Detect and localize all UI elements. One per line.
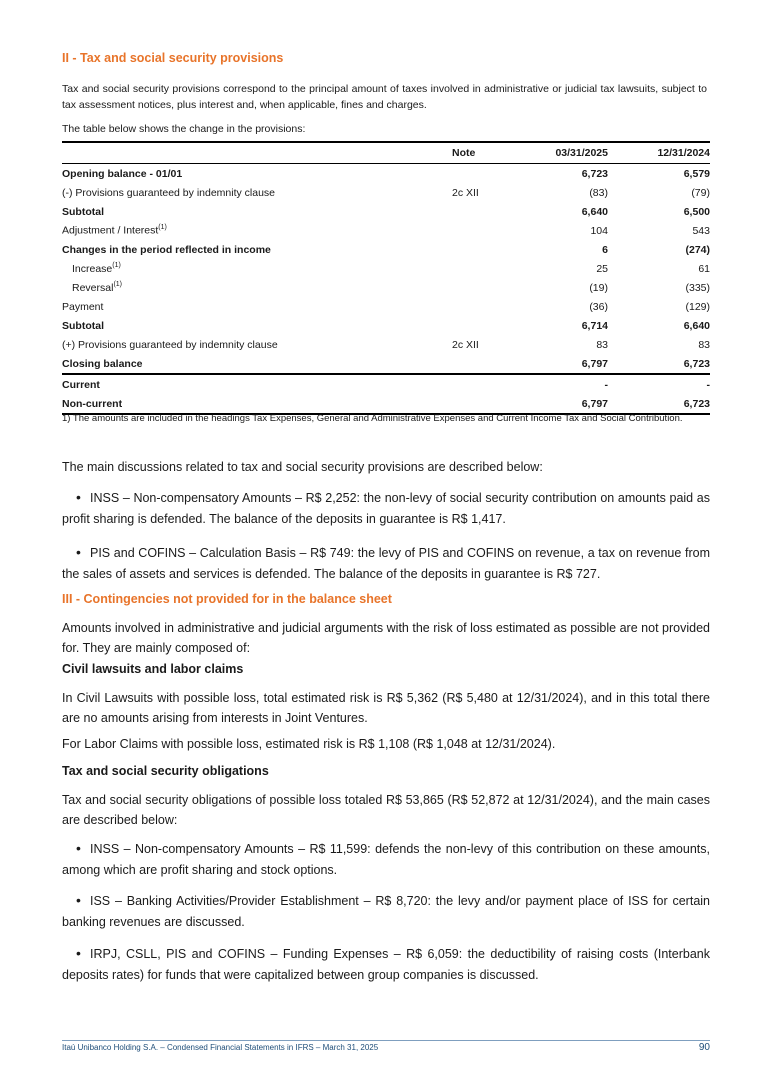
- footer-divider: [62, 1040, 710, 1041]
- row-label: Reversal: [72, 281, 114, 294]
- bullet-icon: •: [76, 544, 81, 560]
- row-label: Adjustment / Interest: [62, 224, 159, 237]
- bullet-icon: •: [76, 840, 81, 856]
- row-label: Changes in the period reflected in income: [62, 243, 271, 256]
- row-label: Non-current: [62, 397, 123, 410]
- row-value-2025: (83): [589, 186, 608, 199]
- row-value-2024: (274): [685, 243, 710, 256]
- bullet-icon: •: [76, 892, 81, 908]
- row-value-2024: 6,723: [622, 394, 710, 414]
- bullet-text: INSS – Non-compensatory Amounts – R$ 2,252: the non-levy of social security contribution on amounts paid as profit sharing is defended. The balance of the deposits in guarantee is R$ 1,417.: [62, 491, 710, 526]
- discussions-intro: The main discussions related to tax and social security provisions are described below:: [62, 460, 543, 474]
- row-label: Current: [62, 378, 100, 391]
- table-row: [62, 259, 710, 278]
- provisions-table: [62, 141, 710, 415]
- row-label: Payment: [62, 300, 104, 313]
- row-value-2024: (79): [691, 186, 710, 199]
- row-value-2025: 6,723: [581, 167, 608, 180]
- table-row: [62, 335, 710, 354]
- table-footnote: 1) The amounts are included in the headings Tax Expenses, General and Administrative Expenses and Current Income Tax and Social Contribution.: [62, 413, 683, 424]
- table-row: [62, 240, 710, 259]
- row-value-2025: (19): [589, 281, 608, 294]
- footer-document-title: Itaú Unibanco Holding S.A. – Condensed Financial Statements in IFRS – March 31, 2025: [62, 1043, 379, 1052]
- bullet-item: [62, 838, 710, 881]
- bullet-item: [62, 943, 710, 986]
- row-value-2025: 6,640: [581, 205, 608, 218]
- row-note: [452, 354, 504, 374]
- table-row: [62, 278, 710, 297]
- table-row: [62, 183, 710, 202]
- footnote-marker: (1): [113, 281, 122, 289]
- row-value-2025: 104: [590, 224, 608, 237]
- row-note: [452, 297, 504, 316]
- table-row: [62, 374, 710, 394]
- row-note: 2c XII: [452, 186, 479, 199]
- footnote-marker: (1): [112, 262, 121, 270]
- row-note: [452, 278, 504, 297]
- section-title-contingencies: III - Contingencies not provided for in the balance sheet: [62, 592, 392, 606]
- row-label: (-) Provisions guaranteed by indemnity clause: [62, 186, 276, 199]
- bullet-item: [62, 890, 710, 933]
- tax-obligations-title: Tax and social security obligations: [62, 764, 269, 778]
- bullet-text: IRPJ, CSLL, PIS and COFINS – Funding Expenses – R$ 6,059: the deductibility of raising costs (Interbank deposits rates) for funds that were capitalized between group companies is discussed.: [62, 947, 710, 982]
- row-value-2024: -: [706, 378, 710, 391]
- row-value-2025: 83: [596, 338, 608, 351]
- page-number: 90: [698, 1042, 710, 1053]
- bullet-icon: •: [76, 489, 81, 505]
- table-row: [62, 297, 710, 316]
- row-value-2025: 6: [602, 243, 608, 256]
- labor-claims-paragraph: For Labor Claims with possible loss, estimated risk is R$ 1,108 (R$ 1,048 at 12/31/2024).: [62, 737, 556, 751]
- header-note: Note: [452, 142, 504, 164]
- row-label: Subtotal: [62, 205, 104, 218]
- tax-provisions-intro: Tax and social security provisions correspond to the principal amount of taxes involved in administrative or judicial tax lawsuits, subject to tax assessment notices, plus interest and, when applicable, fines and charges.: [62, 83, 707, 111]
- header-col-2024: 12/31/2024: [622, 142, 710, 164]
- row-value-2025: 25: [596, 262, 608, 275]
- table-caption: The table below shows the change in the provisions:: [62, 123, 306, 135]
- header-col-2025: 03/31/2025: [504, 142, 622, 164]
- row-note: [452, 221, 504, 240]
- row-label: Increase: [72, 262, 113, 275]
- row-value-2025: (36): [589, 300, 608, 313]
- row-note: [452, 164, 504, 184]
- header-label: [62, 142, 452, 164]
- bullet-text: ISS – Banking Activities/Provider Establishment – R$ 8,720: the levy and/or payment place of ISS for certain banking revenues are discussed.: [62, 894, 710, 929]
- row-value-2025: 6,797: [504, 354, 622, 374]
- row-note: [452, 394, 504, 414]
- section-title-tax-provisions: II - Tax and social security provisions: [62, 51, 284, 65]
- row-label: Closing balance: [62, 357, 143, 370]
- bullet-item: [62, 542, 710, 585]
- row-value-2024: 6,640: [683, 319, 710, 332]
- row-value-2024: 6,579: [683, 167, 710, 180]
- row-value-2024: 6,723: [622, 354, 710, 374]
- row-note: 2c XII: [452, 338, 479, 351]
- row-label: (+) Provisions guaranteed by indemnity clause: [62, 338, 278, 351]
- tax-obligations-intro: Tax and social security obligations of possible loss totaled R$ 53,865 (R$ 52,872 at 12/31/2024), and the main cases are described below:: [62, 793, 710, 827]
- row-note: [452, 374, 504, 394]
- civil-lawsuits-title: Civil lawsuits and labor claims: [62, 662, 244, 676]
- row-note: [452, 202, 504, 221]
- table-header-row: [62, 142, 710, 164]
- table-row: [62, 202, 710, 221]
- bullet-item: [62, 487, 710, 530]
- row-value-2024: 6,500: [683, 205, 710, 218]
- table-row: [62, 394, 710, 414]
- table-row: [62, 316, 710, 335]
- row-label: Opening balance - 01/01: [62, 167, 183, 180]
- row-value-2024: (129): [685, 300, 710, 313]
- footnote-marker: (1): [158, 224, 167, 232]
- table-row: [62, 164, 710, 184]
- row-note: [452, 240, 504, 259]
- bullet-icon: •: [76, 945, 81, 961]
- row-value-2025: 6,797: [504, 394, 622, 414]
- bullet-text: PIS and COFINS – Calculation Basis – R$ 749: the levy of PIS and COFINS on revenue, a tax on revenue from the sales of assets and services is defended. The balance of the deposits in guarantee is R$ 727.: [62, 546, 710, 581]
- row-note: [452, 316, 504, 335]
- row-value-2024: 543: [692, 224, 710, 237]
- table-row: [62, 221, 710, 240]
- row-note: [452, 259, 504, 278]
- row-value-2024: 83: [698, 338, 710, 351]
- row-value-2025: 6,714: [581, 319, 608, 332]
- row-value-2024: 61: [698, 262, 710, 275]
- row-value-2024: (335): [685, 281, 710, 294]
- bullet-text: INSS – Non-compensatory Amounts – R$ 11,599: defends the non-levy of this contribution on these amounts, among which are profit sharing and stock options.: [62, 842, 710, 877]
- row-value-2025: -: [604, 378, 608, 391]
- row-label: Subtotal: [62, 319, 104, 332]
- contingencies-intro: Amounts involved in administrative and judicial arguments with the risk of loss estimated as possible are not provided for. They are mainly composed of:: [62, 621, 710, 655]
- table-row: [62, 354, 710, 374]
- civil-lawsuits-paragraph: In Civil Lawsuits with possible loss, total estimated risk is R$ 5,362 (R$ 5,480 at 12/31/2024), and in this total there are no amounts arising from interests in Joint Ventures.: [62, 691, 710, 725]
